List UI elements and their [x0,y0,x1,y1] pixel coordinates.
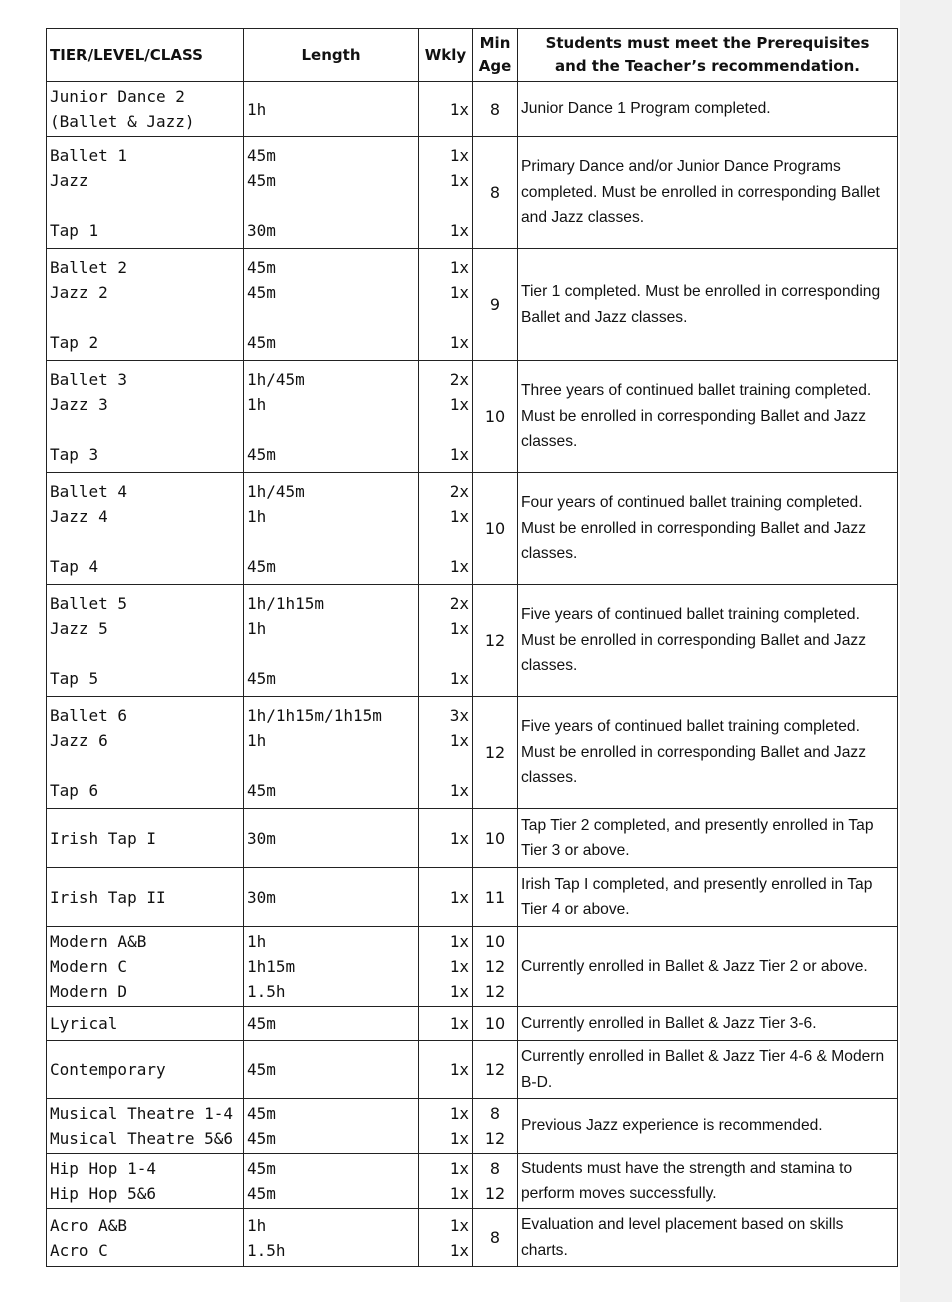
weekly-cell [419,1041,473,1099]
class-name-cell-line: Jazz 3 [50,394,108,414]
weekly-cell-line: 2x [449,481,469,501]
class-name-cell-line: Ballet 2 [50,257,128,277]
class-name-cell-line: Tap 5 [50,668,99,688]
weekly-cell [419,249,473,361]
weekly-cell [419,927,473,1007]
class-name-cell-line [50,641,240,666]
length-cell [244,697,419,809]
min-age-value: 12 [484,631,506,650]
table-row [47,1007,898,1041]
length-cell-line: 45m [247,1159,276,1178]
min-age-value: 12 [484,957,506,976]
min-age-value: 10 [484,828,506,848]
min-age-cell [473,1154,518,1209]
length-cell-line [247,193,415,218]
header-min-age-line2: Age [478,57,512,75]
min-age-cell [473,927,518,1007]
class-name-cell-line: Jazz 2 [50,282,108,302]
class-name-cell-line: Tap 4 [50,556,99,576]
length-cell-line: 1h [247,932,267,951]
weekly-cell-line [422,193,469,218]
min-age-cell [473,868,518,927]
weekly-cell-line: 1x [449,887,469,907]
length-cell-line: 45m [247,282,276,302]
class-name-cell-line: Irish Tap II [50,887,166,907]
weekly-cell [419,473,473,585]
weekly-cell [419,1209,473,1267]
min-age-value: 8 [489,1228,501,1247]
length-cell-line: 1h/45m [247,369,305,389]
weekly-cell-line: 1x [449,1215,469,1235]
length-cell-line: 45m [247,668,276,688]
min-age-value: 8 [489,1104,501,1123]
weekly-cell-line: 1x [449,730,469,750]
class-name-cell-line: Jazz 4 [50,506,108,526]
class-name-cell-line: Musical Theatre 1-4 [50,1104,234,1123]
prerequisite-cell: Irish Tap I completed, and presently enrolled in Tap Tier 4 or above. [518,868,898,927]
min-age-cell [473,809,518,868]
class-name-cell-line: Musical Theatre 5&6 [50,1129,234,1148]
weekly-cell-line: 1x [449,145,469,165]
class-name-cell-line: Jazz 6 [50,730,108,750]
weekly-cell [419,361,473,473]
class-name-cell-line: Tap 3 [50,444,99,464]
min-age-value: 11 [484,887,506,907]
weekly-cell-line: 1x [449,257,469,277]
length-cell [244,927,419,1007]
class-name-cell-line: Hip Hop 5&6 [50,1184,156,1203]
min-age-cell [473,1007,518,1041]
table-row [47,585,898,697]
class-name-cell [47,927,244,1007]
prerequisite-cell: Previous Jazz experience is recommended. [518,1099,898,1154]
weekly-cell-line: 1x [449,394,469,414]
prerequisite-cell: Students must have the strength and stamina to perform moves successfully. [518,1154,898,1209]
length-cell-line: 1.5h [247,982,286,1001]
class-name-cell [47,1209,244,1267]
class-name-cell [47,82,244,137]
class-name-cell-line [50,529,240,554]
class-name-cell-line: Modern C [50,957,128,976]
length-cell-line [247,753,415,778]
length-cell-line: 45m [247,1104,276,1123]
min-age-cell [473,697,518,809]
weekly-cell [419,137,473,249]
weekly-cell [419,82,473,137]
length-cell-line: 45m [247,1184,276,1203]
weekly-cell [419,697,473,809]
length-cell-line: 1h/1h15m/1h15m [247,705,382,725]
table-row [47,868,898,927]
weekly-cell [419,809,473,868]
min-age-value: 8 [489,183,501,202]
header-row [47,29,898,82]
length-cell-line: 45m [247,145,276,165]
length-cell-line: 45m [247,444,276,464]
min-age-value: 10 [484,932,506,951]
table-row [47,697,898,809]
min-age-value: 12 [484,1129,506,1148]
length-cell-line: 30m [247,220,276,240]
min-age-value: 10 [484,1014,506,1033]
min-age-cell [473,1099,518,1154]
weekly-cell-line: 1x [449,1184,469,1203]
min-age-cell [473,473,518,585]
length-cell-line: 45m [247,1014,276,1033]
weekly-cell-line: 1x [449,932,469,951]
length-cell [244,137,419,249]
length-cell-line [247,641,415,666]
min-age-value: 10 [484,519,506,538]
min-age-value: 12 [484,1060,506,1079]
class-name-cell [47,137,244,249]
min-age-value: 12 [484,743,506,762]
length-cell-line: 1h15m [247,957,296,976]
class-name-cell [47,1041,244,1099]
table-row [47,1099,898,1154]
class-name-cell [47,868,244,927]
length-cell-line: 45m [247,257,276,277]
min-age-value: 12 [484,1184,506,1203]
prerequisite-cell: Tap Tier 2 completed, and presently enrolled in Tap Tier 3 or above. [518,809,898,868]
weekly-cell-line: 2x [449,593,469,613]
class-name-cell [47,1007,244,1041]
weekly-cell-line: 3x [449,705,469,725]
table-row [47,1041,898,1099]
class-schedule-table [46,28,898,1267]
length-cell-line: 1h [247,394,267,414]
min-age-cell [473,137,518,249]
weekly-cell [419,1154,473,1209]
weekly-cell-line: 1x [449,282,469,302]
table-row [47,809,898,868]
weekly-cell [419,868,473,927]
weekly-cell-line [422,753,469,778]
table-row [47,137,898,249]
class-name-cell-line: Tap 6 [50,780,99,800]
class-name-cell-line: Lyrical [50,1014,118,1033]
class-name-cell [47,1154,244,1209]
length-cell-line: 1h [247,730,267,750]
min-age-value: 12 [484,982,506,1001]
weekly-cell-line [422,529,469,554]
class-name-cell [47,697,244,809]
table-row [47,82,898,137]
length-cell-line: 45m [247,170,276,190]
class-name-cell [47,1099,244,1154]
class-name-cell-line: Irish Tap I [50,828,156,848]
prerequisite-cell: Five years of continued ballet training completed. Must be enrolled in corresponding Ballet and Jazz classes. [518,585,898,697]
weekly-cell-line: 1x [449,982,469,1001]
length-cell [244,868,419,927]
weekly-cell [419,1099,473,1154]
length-cell-line: 45m [247,1129,276,1148]
prerequisite-cell: Evaluation and level placement based on skills charts. [518,1209,898,1267]
prerequisite-cell: Four years of continued ballet training completed. Must be enrolled in corresponding Ballet and Jazz classes. [518,473,898,585]
header-tier: TIER/LEVEL/CLASS [47,29,244,82]
min-age-value: 8 [489,1159,501,1178]
weekly-cell-line: 1x [449,780,469,800]
prerequisite-cell: Three years of continued ballet training completed. Must be enrolled in corresponding Ballet and Jazz classes. [518,361,898,473]
weekly-cell-line: 1x [449,99,469,119]
class-name-cell-line [50,753,240,778]
length-cell [244,249,419,361]
class-name-cell-line: Ballet 5 [50,593,128,613]
class-name-cell-line: Tap 2 [50,332,99,352]
weekly-cell-line: 1x [449,1240,469,1260]
class-name-cell [47,809,244,868]
header-prereq-line1: Students must meet the Prerequisites [545,34,870,52]
header-weekly: Wkly [419,29,473,82]
prerequisite-cell: Five years of continued ballet training completed. Must be enrolled in corresponding Ballet and Jazz classes. [518,697,898,809]
class-name-cell-line: Jazz 5 [50,618,108,638]
min-age-value: 9 [489,295,501,314]
weekly-cell-line: 1x [449,1104,469,1123]
class-name-cell [47,473,244,585]
length-cell [244,585,419,697]
table-row [47,473,898,585]
min-age-cell [473,1041,518,1099]
class-name-cell-line: Acro A&B [50,1215,128,1235]
min-age-cell [473,1209,518,1267]
weekly-cell-line: 1x [449,668,469,688]
class-name-cell-line: (Ballet & Jazz) [50,112,195,131]
length-cell [244,809,419,868]
prerequisite-cell: Tier 1 completed. Must be enrolled in corresponding Ballet and Jazz classes. [518,249,898,361]
length-cell-line: 1h/45m [247,481,305,501]
class-name-cell-line: Modern A&B [50,932,147,951]
length-cell-line [247,305,415,330]
weekly-cell-line: 1x [449,1014,469,1033]
length-cell [244,1041,419,1099]
header-prereq-line2: and the Teacher’s recommendation. [555,57,860,75]
weekly-cell-line: 1x [449,1159,469,1178]
length-cell-line: 30m [247,828,276,848]
table-row [47,249,898,361]
class-name-cell-line: Jazz [50,170,89,190]
weekly-cell-line: 2x [449,369,469,389]
length-cell [244,1099,419,1154]
length-cell-line [247,417,415,442]
class-name-cell [47,361,244,473]
class-name-cell-line: Hip Hop 1-4 [50,1159,156,1178]
weekly-cell-line [422,305,469,330]
weekly-cell-line: 1x [449,170,469,190]
class-name-cell-line: Contemporary [50,1060,166,1079]
header-length: Length [244,29,419,82]
weekly-cell-line: 1x [449,618,469,638]
prerequisite-cell: Currently enrolled in Ballet & Jazz Tier 4-6 & Modern B-D. [518,1041,898,1099]
class-name-cell-line: Ballet 4 [50,481,128,501]
weekly-cell-line: 1x [449,828,469,848]
min-age-value: 10 [484,407,506,426]
class-name-cell-line: Ballet 3 [50,369,128,389]
min-age-cell [473,585,518,697]
prerequisite-cell: Junior Dance 1 Program completed. [518,82,898,137]
class-name-cell-line: Ballet 1 [50,145,128,165]
length-cell-line: 1.5h [247,1240,286,1260]
table-row [47,927,898,1007]
length-cell-line: 45m [247,556,276,576]
weekly-cell-line: 1x [449,957,469,976]
weekly-cell [419,1007,473,1041]
length-cell-line [247,529,415,554]
weekly-cell-line: 1x [449,556,469,576]
table-row [47,361,898,473]
min-age-value: 8 [489,99,501,119]
prerequisite-cell: Currently enrolled in Ballet & Jazz Tier 2 or above. [518,927,898,1007]
min-age-cell [473,249,518,361]
class-name-cell-line: Ballet 6 [50,705,128,725]
table-body [47,82,898,1267]
length-cell [244,473,419,585]
class-name-cell [47,249,244,361]
header-min-age-line1: Min [479,34,511,52]
weekly-cell-line: 1x [449,1129,469,1148]
length-cell-line: 30m [247,887,276,907]
length-cell-line: 1h [247,618,267,638]
length-cell-line: 1h/1h15m [247,593,325,613]
header-prerequisites [518,29,898,82]
class-name-cell-line [50,417,240,442]
length-cell-line: 45m [247,780,276,800]
header-min-age [473,29,518,82]
length-cell-line: 1h [247,99,267,119]
weekly-cell-line: 1x [449,444,469,464]
class-name-cell-line: Acro C [50,1240,108,1260]
length-cell-line: 1h [247,506,267,526]
weekly-cell-line: 1x [449,506,469,526]
class-name-cell-line [50,193,240,218]
length-cell [244,1209,419,1267]
class-name-cell [47,585,244,697]
min-age-cell [473,82,518,137]
weekly-cell-line [422,417,469,442]
weekly-cell-line: 1x [449,332,469,352]
prerequisite-cell: Currently enrolled in Ballet & Jazz Tier 3-6. [518,1007,898,1041]
weekly-cell-line: 1x [449,220,469,240]
class-name-cell-line: Tap 1 [50,220,99,240]
length-cell-line: 1h [247,1215,267,1235]
weekly-cell-line: 1x [449,1060,469,1079]
weekly-cell [419,585,473,697]
length-cell [244,1007,419,1041]
length-cell [244,361,419,473]
class-name-cell-line: Modern D [50,982,128,1001]
prerequisite-cell: Primary Dance and/or Junior Dance Programs completed. Must be enrolled in corresponding Ballet and Jazz classes. [518,137,898,249]
length-cell-line: 45m [247,1060,276,1079]
class-name-cell-line [50,305,240,330]
min-age-cell [473,361,518,473]
table-row [47,1154,898,1209]
weekly-cell-line [422,641,469,666]
length-cell [244,82,419,137]
length-cell-line: 45m [247,332,276,352]
length-cell [244,1154,419,1209]
class-name-cell-line: Junior Dance 2 [50,87,185,106]
table-row [47,1209,898,1267]
